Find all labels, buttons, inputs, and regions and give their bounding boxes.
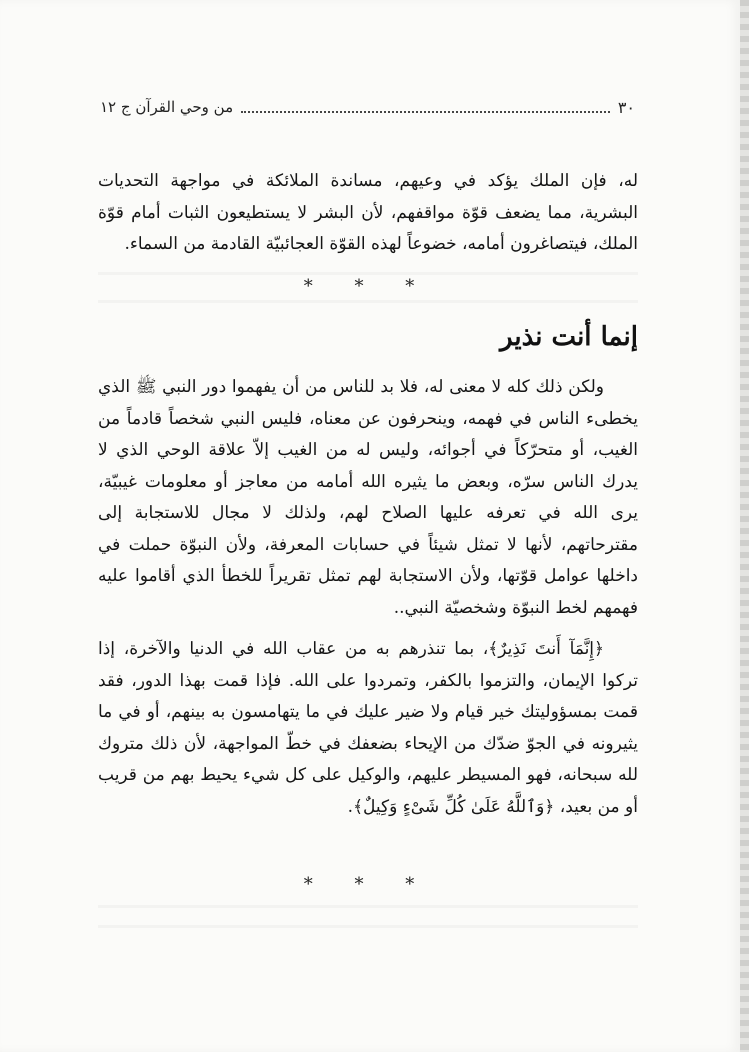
header-dot-leader (241, 101, 610, 113)
bleed-through-mark (98, 272, 638, 275)
bleed-through-mark (98, 905, 638, 908)
section-heading: إنما أنت نذير (500, 322, 638, 352)
section-separator-1: * * * (303, 276, 433, 297)
section-separator-2: * * * (303, 874, 433, 895)
paragraph-continued (98, 166, 638, 261)
page-number: ٣٠ (617, 97, 635, 117)
paragraph-1: له، فإن الملك يؤكد في وعيهم، مساندة الملائكة في مواجهة التحديات البشرية، مما يضعف قوّة مواقفهم، لأن البشر لا يستطيعون الثبات أمام قوّة الملك، فيتصاغرون أمامه، خضوعاً لهذه القوّة العجائبيّة القادمة من السماء. (98, 171, 638, 254)
paragraph-3: ﴿إِنَّمَآ أَنتَ نَذِيرٌ﴾، بما تنذرهم به من عقاب الله في الدنيا والآخرة، إذا تركوا الإيمان، والتزموا بالكفر، وتمردوا على الله. فإذا قمت بهذا الدور، فقد قمت بمسؤوليتك خير قيام ولا ضير عليك في ما يتهامسون به بينهم، أو في ما يثيرونه في الجوّ ضدّك من الإيحاء بضعفك في خطّ المواجهة، لأن ذلك متروك لله سبحانه، فهو المسيطر عليهم، والوكيل على كل شيء يحيط بهم من قريب أو من بعيد، ﴿وَٱللَّهُ عَلَىٰ كُلِّ شَىْءٍ وَكِيلٌ﴾. (98, 639, 638, 817)
section-body (98, 372, 638, 823)
bleed-through-mark (98, 925, 638, 928)
running-header (100, 96, 635, 118)
page-edge (740, 0, 749, 1052)
bleed-through-mark (98, 300, 638, 303)
book-title: من وحي القرآن ج ١٢ (100, 98, 234, 116)
paragraph-2: ولكن ذلك كله لا معنى له، فلا بد للناس من أن يفهموا دور النبي ﷺ الذي يخطىء الناس في فهمه، وينحرفون عن معناه، فليس النبي شخصاً قادماً من الغيب، أو متحرّكاً في أجوائه، وليس له من الغيب إلاّ علاقة الوحي الذي لا يدرك الناس سرّه، وبعض ما يثيره الله أمامه من معاجز أو معلومات غيبيّة، يرى الله في تعرفه عليها الصلاح لهم، ولذلك لا مجال للاستجابة إلى مقترحاتهم، لأنها لا تمثل شيئاً في حسابات المعرفة، ولأن النبوّة حملت في داخلها عوامل قوّتها، ولأن الاستجابة لهم تمثل تقريراً للخطأ الذي أقاموا عليه فهمهم لخط النبوّة وشخصيّة النبي.. (98, 377, 638, 618)
